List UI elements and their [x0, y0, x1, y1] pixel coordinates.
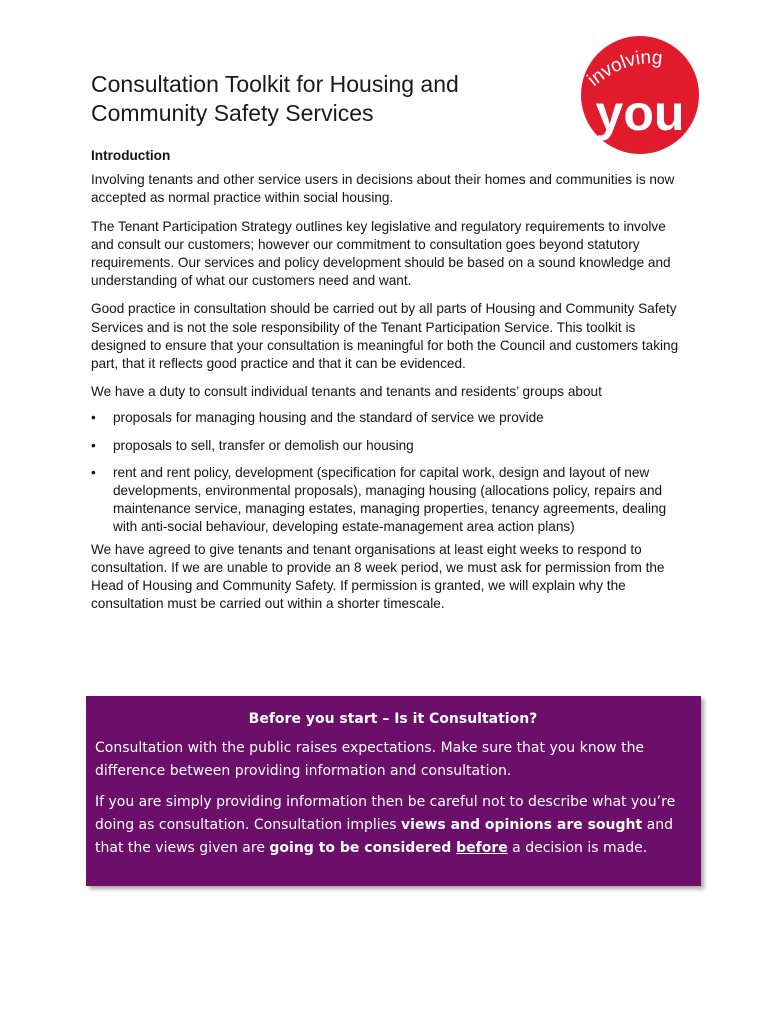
- intro-paragraph-4: We have a duty to consult individual tenants and tenants and residents’ groups about: [91, 384, 602, 400]
- callout-paragraph-2: [95, 791, 691, 860]
- callout-text-a: If you are simply providing information then be careful not to describe what you’re doing as consultation. Consultation implies: [95, 794, 676, 833]
- page-title: [91, 70, 561, 128]
- callout-emphasis-before: before: [456, 840, 508, 856]
- involving-you-logo: [580, 35, 700, 155]
- title-line-1: Consultation Toolkit for Housing and: [91, 71, 459, 97]
- list-item: • proposals for managing housing and the standard of service we provide: [113, 409, 687, 427]
- callout-emphasis-views: views and opinions are sought: [401, 817, 643, 833]
- duty-list: [91, 409, 687, 536]
- intro-paragraph-2: The Tenant Participation Strategy outlines key legislative and regulatory requirements to involve and consult our customers; however our commitment to consultation goes beyond statutory requirements. Our services and policy development should be based on a sound knowledge and understanding of what our customers need and want.: [91, 218, 671, 289]
- logo-word-bottom: you: [595, 85, 685, 141]
- logo-word-top: involving: [583, 47, 664, 91]
- callout-text-c: and that the views given are: [95, 817, 673, 856]
- title-line-2: Community Safety Services: [91, 100, 374, 126]
- before-you-start-callout: [86, 696, 701, 886]
- main-content: [91, 147, 687, 623]
- callout-text-f: a decision is made.: [507, 840, 648, 856]
- callout-paragraph-1: Consultation with the public raises expectations. Make sure that you know the difference between providing information and consultation.: [95, 740, 645, 779]
- callout-emphasis-considered: going to be considered: [269, 840, 457, 856]
- intro-paragraph-1: Involving tenants and other service users in decisions about their homes and communities is now accepted as normal practice within social housing.: [91, 172, 675, 206]
- list-item: • proposals to sell, transfer or demolish our housing: [113, 437, 687, 455]
- list-item: • rent and rent policy, development (specification for capital work, design and layout of new developments, environmental proposals), managing housing (allocations policy, repairs and maintenance service, managing estates, managing properties, tenancy agreements, dealing with anti-social behaviour, developing estate-management area action plans): [113, 464, 687, 537]
- intro-paragraph-3: Good practice in consultation should be carried out by all parts of Housing and Community Safety Services and is not the sole responsibility of the Tenant Participation Service. This toolkit is designed to ensure that your consultation is meaningful for both the Council and customers taking part, that it reflects good practice and that it can be evidenced.: [91, 301, 679, 372]
- callout-heading: Before you start – Is it Consultation?: [248, 711, 538, 727]
- intro-heading: Introduction: [91, 148, 171, 163]
- intro-paragraph-5: We have agreed to give tenants and tenant organisations at least eight weeks to respond to consultation. If we are unable to provide an 8 week period, we must ask for permission from the Head of Housing and Community Safety. If permission is granted, we will explain why the consultation must be carried out within a shorter timescale.: [91, 541, 665, 612]
